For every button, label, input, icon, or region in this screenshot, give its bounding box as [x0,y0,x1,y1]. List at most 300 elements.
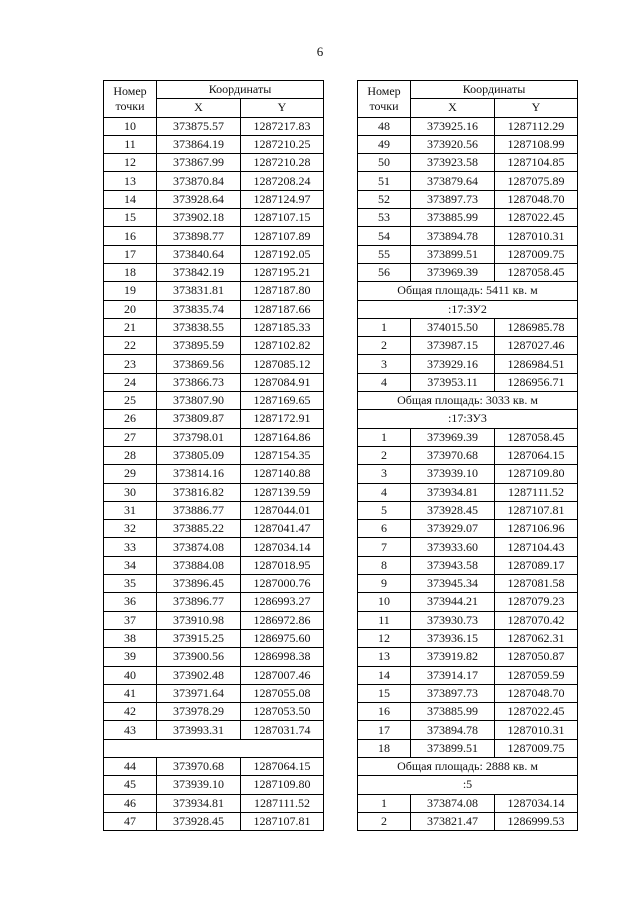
point-number-cell: 22 [104,337,157,355]
x-cell: 373809.87 [157,410,241,428]
x-cell: 373919.82 [411,648,495,666]
y-cell: 1287009.75 [495,739,578,757]
point-number-header: Номер точки [104,81,157,118]
table-row [104,117,324,135]
x-cell: 373821.47 [411,812,495,830]
blank-separator-row [104,739,324,757]
x-cell: 373902.48 [157,666,241,684]
point-number-cell: 2 [358,446,411,464]
y-cell: 1286972.86 [241,611,324,629]
y-cell: 1287192.05 [241,245,324,263]
point-number-cell: 27 [104,428,157,446]
point-number-cell: 38 [104,629,157,647]
table-row [104,629,324,647]
point-number-cell: 47 [104,812,157,830]
point-number-cell: 8 [358,556,411,574]
y-cell: 1287187.66 [241,300,324,318]
x-cell: 373945.34 [411,575,495,593]
x-cell: 373874.08 [157,538,241,556]
table-row [104,794,324,812]
blank-separator [104,739,324,757]
table-row [104,593,324,611]
x-cell: 373885.99 [411,209,495,227]
point-number-cell: 13 [358,648,411,666]
y-cell: 1287102.82 [241,337,324,355]
x-cell: 373897.73 [411,684,495,702]
y-cell: 1287111.52 [241,794,324,812]
x-cell: 373798.01 [157,428,241,446]
point-number-cell: 56 [358,263,411,281]
y-cell: 1287154.35 [241,446,324,464]
table-row [104,812,324,830]
point-number-cell: 53 [358,209,411,227]
x-cell: 373899.51 [411,245,495,263]
y-cell: 1287079.23 [495,593,578,611]
y-cell: 1287139.59 [241,483,324,501]
parcel-label: :5 [358,776,578,794]
y-cell: 1286985.78 [495,318,578,336]
y-cell: 1287107.89 [241,227,324,245]
x-cell: 373915.25 [157,629,241,647]
y-cell: 1287111.52 [495,483,578,501]
table-row [358,172,578,190]
x-cell: 373969.39 [411,263,495,281]
point-number-cell: 54 [358,227,411,245]
x-cell: 373869.56 [157,355,241,373]
x-cell: 373993.31 [157,721,241,739]
point-number-cell: 18 [104,263,157,281]
point-number-cell: 55 [358,245,411,263]
x-cell: 373835.74 [157,300,241,318]
table-row [104,172,324,190]
x-cell: 373953.11 [411,373,495,391]
table-row [104,538,324,556]
x-cell: 373874.08 [411,794,495,812]
total-area-label: Общая площадь: 3033 кв. м [358,392,578,410]
point-number-cell: 4 [358,483,411,501]
point-number-cell: 15 [358,684,411,702]
table-row [358,245,578,263]
table-row [358,593,578,611]
y-cell: 1287022.45 [495,703,578,721]
point-number-cell: 25 [104,392,157,410]
table-row [104,245,324,263]
table-row [358,611,578,629]
y-cell: 1287070.42 [495,611,578,629]
point-number-cell: 17 [104,245,157,263]
table-row [104,446,324,464]
point-number-cell: 37 [104,611,157,629]
x-cell: 373920.56 [411,135,495,153]
table-row [104,263,324,281]
table-row [104,154,324,172]
y-cell: 1287107.81 [241,812,324,830]
point-number-cell: 3 [358,465,411,483]
table-row [104,355,324,373]
point-number-cell: 31 [104,501,157,519]
x-cell: 373875.57 [157,117,241,135]
y-cell: 1287048.70 [495,684,578,702]
x-cell: 373838.55 [157,318,241,336]
x-cell: 373978.29 [157,703,241,721]
x-cell: 373943.58 [411,556,495,574]
y-cell: 1287041.47 [241,520,324,538]
y-cell: 1287104.43 [495,538,578,556]
x-cell: 373928.45 [411,501,495,519]
y-cell: 1287027.46 [495,337,578,355]
x-cell: 373987.15 [411,337,495,355]
y-cell: 1287059.59 [495,666,578,684]
x-cell: 373895.59 [157,337,241,355]
x-cell: 373928.45 [157,812,241,830]
point-number-cell: 1 [358,794,411,812]
table-row [358,556,578,574]
point-number-cell: 7 [358,538,411,556]
table-row [104,410,324,428]
x-header: X [157,99,241,117]
y-cell: 1287010.31 [495,721,578,739]
point-number-cell: 44 [104,757,157,775]
table-row [358,575,578,593]
point-number-cell: 10 [358,593,411,611]
y-cell: 1287164.86 [241,428,324,446]
point-number-cell: 14 [358,666,411,684]
y-cell: 1287109.80 [241,776,324,794]
x-cell: 373896.45 [157,575,241,593]
y-cell: 1287018.95 [241,556,324,574]
table-row [358,465,578,483]
x-cell: 373899.51 [411,739,495,757]
table-row [358,520,578,538]
y-cell: 1287000.76 [241,575,324,593]
table-row [358,501,578,519]
table-row [358,794,578,812]
point-number-cell: 45 [104,776,157,794]
x-cell: 373867.99 [157,154,241,172]
table-row [104,684,324,702]
point-number-cell: 10 [104,117,157,135]
table-row [358,483,578,501]
x-cell: 373840.64 [157,245,241,263]
table-row [104,721,324,739]
x-cell: 373914.17 [411,666,495,684]
y-cell: 1287044.01 [241,501,324,519]
x-cell: 373936.15 [411,629,495,647]
x-cell: 373898.77 [157,227,241,245]
point-number-cell: 2 [358,337,411,355]
point-number-cell: 18 [358,739,411,757]
x-cell: 373864.19 [157,135,241,153]
point-number-cell: 5 [358,501,411,519]
table-row [358,337,578,355]
table-row [104,337,324,355]
total-area-label: Общая площадь: 5411 кв. м [358,282,578,300]
y-cell: 1287140.88 [241,465,324,483]
y-cell: 1287081.58 [495,575,578,593]
x-cell: 373884.08 [157,556,241,574]
y-cell: 1287034.14 [241,538,324,556]
total-area-label-row [358,757,578,775]
y-cell: 1287089.17 [495,556,578,574]
y-cell: 1286956.71 [495,373,578,391]
x-cell: 373930.73 [411,611,495,629]
y-cell: 1286999.53 [495,812,578,830]
y-cell: 1287112.29 [495,117,578,135]
point-number-cell: 11 [104,135,157,153]
table-row [358,355,578,373]
parcel-label-row [358,776,578,794]
y-cell: 1287109.80 [495,465,578,483]
table-row [358,263,578,281]
point-number-cell: 26 [104,410,157,428]
x-cell: 373807.90 [157,392,241,410]
x-cell: 373934.81 [157,794,241,812]
point-number-cell: 16 [358,703,411,721]
point-number-cell: 36 [104,593,157,611]
table-row [104,757,324,775]
table-row [358,684,578,702]
right-coordinates-table [357,80,578,831]
point-number-cell: 17 [358,721,411,739]
parcel-label-row [358,300,578,318]
point-number-cell: 3 [358,355,411,373]
point-number-cell: 46 [104,794,157,812]
table-row [358,446,578,464]
table-row [358,190,578,208]
point-number-cell: 21 [104,318,157,336]
point-number-cell: 42 [104,703,157,721]
x-header: X [411,99,495,117]
point-number-cell: 2 [358,812,411,830]
point-number-cell: 49 [358,135,411,153]
table-row [104,373,324,391]
table-row [358,538,578,556]
table-row [104,392,324,410]
table-row [104,556,324,574]
x-cell: 373894.78 [411,721,495,739]
total-area-label: Общая площадь: 2888 кв. м [358,757,578,775]
table-row [358,812,578,830]
y-cell: 1287210.25 [241,135,324,153]
point-number-cell: 52 [358,190,411,208]
y-cell: 1287058.45 [495,263,578,281]
y-cell: 1287085.12 [241,355,324,373]
y-cell: 1287053.50 [241,703,324,721]
table-row [358,703,578,721]
x-cell: 373814.16 [157,465,241,483]
x-cell: 373929.07 [411,520,495,538]
point-number-cell: 39 [104,648,157,666]
x-cell: 373894.78 [411,227,495,245]
point-number-cell: 43 [104,721,157,739]
y-cell: 1287104.85 [495,154,578,172]
point-number-cell: 9 [358,575,411,593]
point-number-cell: 50 [358,154,411,172]
x-cell: 373879.64 [411,172,495,190]
point-number-cell: 20 [104,300,157,318]
table-row [358,117,578,135]
point-number-cell: 24 [104,373,157,391]
table-row [104,282,324,300]
table-row [358,428,578,446]
y-cell: 1287058.45 [495,428,578,446]
table-row [104,575,324,593]
table-row [358,721,578,739]
point-number-cell: 16 [104,227,157,245]
table-row [358,209,578,227]
table-row [358,739,578,757]
table-row [358,318,578,336]
page-number: 6 [316,44,324,59]
x-cell: 373900.56 [157,648,241,666]
coordinates-header: Координаты [411,81,578,99]
y-cell: 1287064.15 [241,757,324,775]
x-cell: 373934.81 [411,483,495,501]
point-number-cell: 1 [358,428,411,446]
point-number-header: Номер точки [358,81,411,118]
table-row [358,227,578,245]
table-row [358,666,578,684]
point-number-cell: 33 [104,538,157,556]
x-cell: 373897.73 [411,190,495,208]
y-cell: 1287169.65 [241,392,324,410]
x-cell: 374015.50 [411,318,495,336]
table-row [104,227,324,245]
y-cell: 1287195.21 [241,263,324,281]
x-cell: 373929.16 [411,355,495,373]
y-cell: 1287050.87 [495,648,578,666]
point-number-cell: 48 [358,117,411,135]
point-number-cell: 35 [104,575,157,593]
point-number-cell: 29 [104,465,157,483]
parcel-label: :17:ЗУ2 [358,300,578,318]
point-number-cell: 51 [358,172,411,190]
point-number-cell: 30 [104,483,157,501]
y-cell: 1287007.46 [241,666,324,684]
point-number-cell: 34 [104,556,157,574]
x-cell: 373944.21 [411,593,495,611]
y-cell: 1286993.27 [241,593,324,611]
table-row [104,190,324,208]
x-cell: 373969.39 [411,428,495,446]
x-cell: 373842.19 [157,263,241,281]
table-row [104,501,324,519]
table-row [104,611,324,629]
x-cell: 373870.84 [157,172,241,190]
point-number-cell: 23 [104,355,157,373]
point-number-cell: 28 [104,446,157,464]
x-cell: 373896.77 [157,593,241,611]
table-row [104,520,324,538]
x-cell: 373925.16 [411,117,495,135]
total-area-label-row [358,392,578,410]
y-cell: 1287009.75 [495,245,578,263]
y-cell: 1287048.70 [495,190,578,208]
point-number-cell: 11 [358,611,411,629]
table-row [104,300,324,318]
x-cell: 373816.82 [157,483,241,501]
y-cell: 1287208.24 [241,172,324,190]
x-cell: 373885.99 [411,703,495,721]
table-row [104,465,324,483]
table-row [358,154,578,172]
parcel-label: :17:ЗУ3 [358,410,578,428]
table-row [358,629,578,647]
parcel-label-row [358,410,578,428]
y-cell: 1287124.97 [241,190,324,208]
point-number-cell: 41 [104,684,157,702]
x-cell: 373928.64 [157,190,241,208]
point-number-cell: 19 [104,282,157,300]
coordinates-header: Координаты [157,81,324,99]
y-cell: 1287187.80 [241,282,324,300]
x-cell: 373923.58 [411,154,495,172]
table-row [358,648,578,666]
total-area-label-row [358,282,578,300]
table-row [104,776,324,794]
table-row [358,135,578,153]
y-cell: 1287022.45 [495,209,578,227]
y-cell: 1287031.74 [241,721,324,739]
y-cell: 1287210.28 [241,154,324,172]
point-number-cell: 14 [104,190,157,208]
point-number-cell: 12 [104,154,157,172]
x-cell: 373831.81 [157,282,241,300]
y-cell: 1287107.81 [495,501,578,519]
x-cell: 373971.64 [157,684,241,702]
x-cell: 373866.73 [157,373,241,391]
y-cell: 1287172.91 [241,410,324,428]
point-number-cell: 40 [104,666,157,684]
y-cell: 1287010.31 [495,227,578,245]
y-header: Y [241,99,324,117]
y-cell: 1287106.96 [495,520,578,538]
table-row [104,135,324,153]
table-row [104,703,324,721]
table-row [104,318,324,336]
x-cell: 373902.18 [157,209,241,227]
point-number-cell: 4 [358,373,411,391]
table-row [104,483,324,501]
y-cell: 1286975.60 [241,629,324,647]
point-number-cell: 32 [104,520,157,538]
y-cell: 1286984.51 [495,355,578,373]
table-row [104,428,324,446]
y-cell: 1287217.83 [241,117,324,135]
y-cell: 1287108.99 [495,135,578,153]
table-row [104,648,324,666]
table-row [358,373,578,391]
x-cell: 373970.68 [157,757,241,775]
y-cell: 1287055.08 [241,684,324,702]
y-cell: 1287075.89 [495,172,578,190]
point-number-cell: 6 [358,520,411,538]
point-number-cell: 1 [358,318,411,336]
x-cell: 373933.60 [411,538,495,556]
y-cell: 1287107.15 [241,209,324,227]
point-number-cell: 12 [358,629,411,647]
table-row [104,666,324,684]
x-cell: 373910.98 [157,611,241,629]
point-number-cell: 13 [104,172,157,190]
table-row [104,209,324,227]
y-cell: 1287034.14 [495,794,578,812]
left-coordinates-table [103,80,324,831]
x-cell: 373939.10 [157,776,241,794]
y-header: Y [495,99,578,117]
y-cell: 1286998.38 [241,648,324,666]
x-cell: 373939.10 [411,465,495,483]
